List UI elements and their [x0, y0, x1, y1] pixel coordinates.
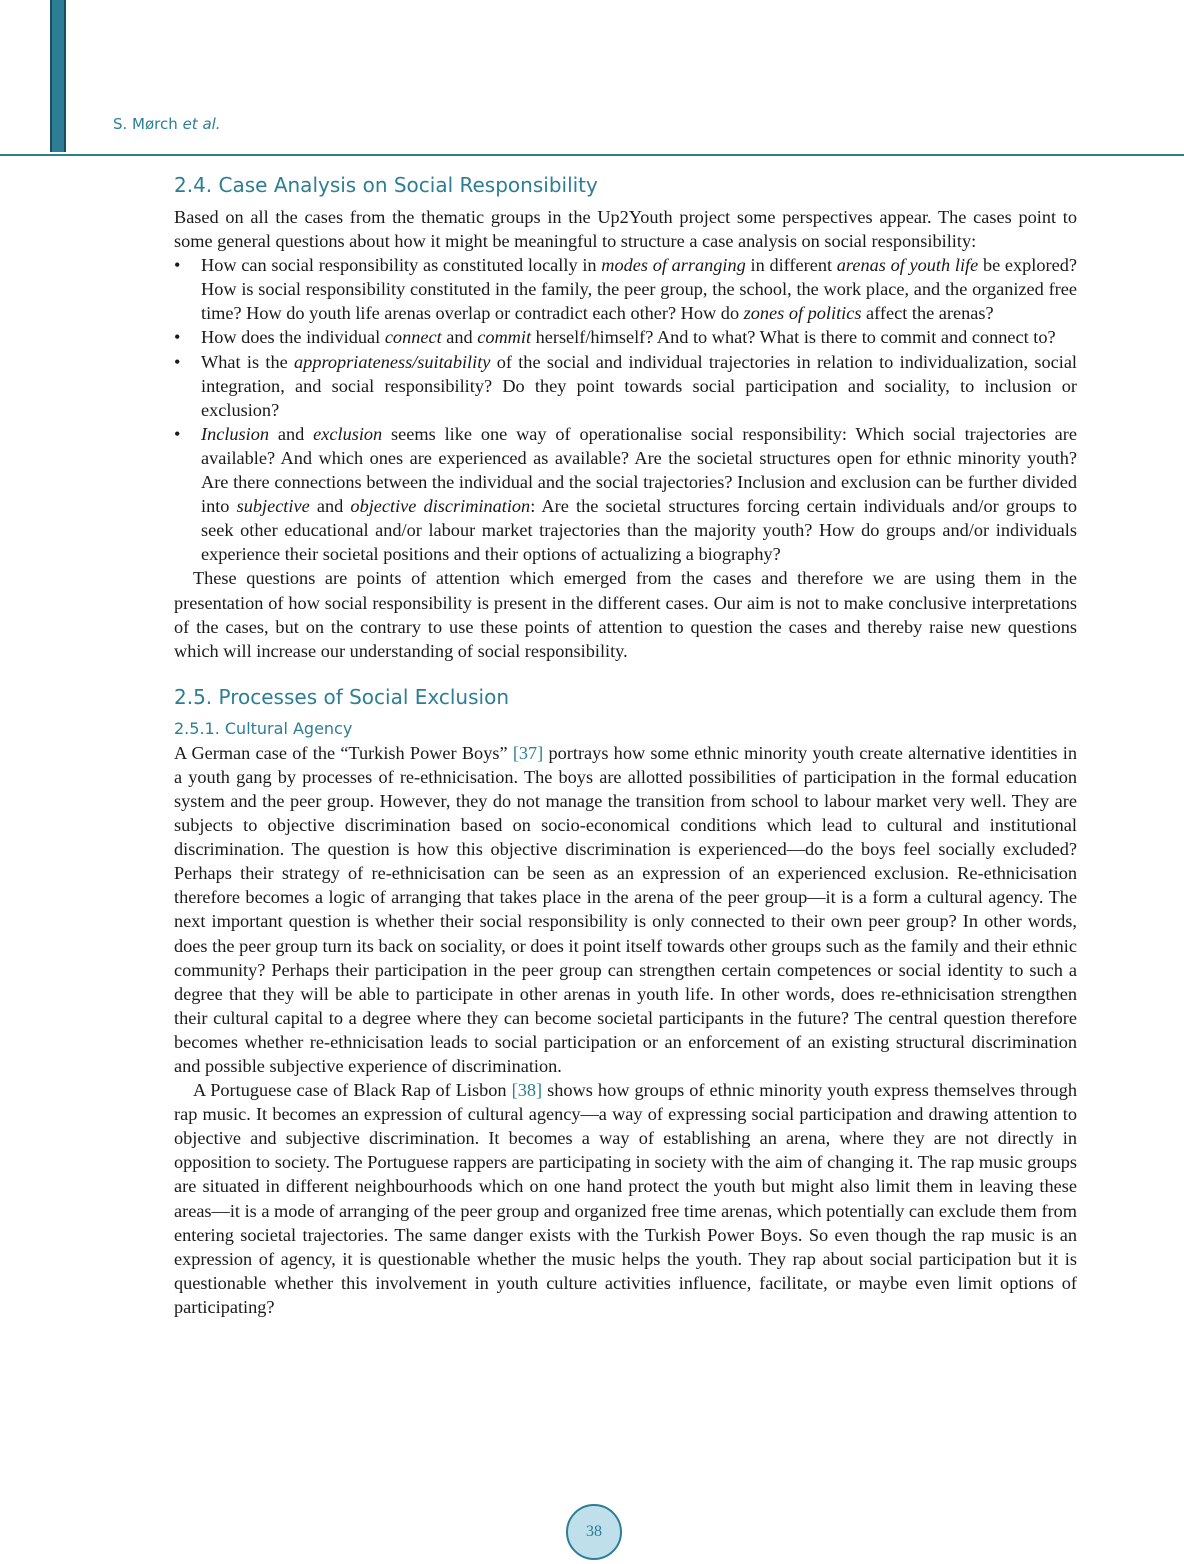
- paragraph-text: portrays how some ethnic minority youth create alternative identities in a youth gang by processes of re-ethnicisation. The boys are allotted possibilities of participation in the formal education system and the peer group. However, they do not manage the transition from school to labour market very well. They are subjects to objective discrimination based on socio-economical conditions which lead to cultural and institutional discrimination. The question is how this objective discrimination is experienced—do the boys feel socially excluded? Perhaps their strategy of re-ethnicisation can be seen as an expression of an experienced exclusion. Re-ethnicisation therefore becomes a logic of arranging that takes place in the arena of the peer group—it is a form a cultural agency. The next important question is whether their social responsibility is only connected to their own peer group? In other words, does the peer group turn its back on sociality, or does it point itself towards other groups such as the family and their ethnic community? Perhaps their participation in the peer group can strengthen certain competences or social identity to such a degree that they will be able to participate in other arenas in youth life. In other words, does re-ethnicisation strengthen their cultural capital to a degree where they can become societal participants in the future? The central question therefore becomes whether re-ethnicisation leads to social participation or an enforcement of an existing structural discrimination and possible subjective experience of discrimination.: [174, 742, 1077, 1076]
- running-head-author: S. Mørch: [113, 115, 178, 133]
- bullet-text: and: [309, 496, 351, 517]
- bullet-item: [174, 325, 1077, 349]
- bullet-dot-icon: •: [174, 255, 181, 276]
- page-number-badge: 38: [566, 1504, 622, 1560]
- emphasis-term: appropriateness/suitability: [294, 351, 491, 372]
- question-bullet-list: [174, 253, 1077, 566]
- bullet-text: affect the arenas?: [861, 303, 994, 324]
- paragraph-text: A German case of the “Turkish Power Boys”: [174, 742, 513, 763]
- citation-link-37[interactable]: [37]: [512, 742, 544, 763]
- bullet-text: and: [441, 327, 478, 348]
- decorative-side-bar: [50, 0, 66, 152]
- bullet-dot-icon: •: [174, 327, 181, 348]
- emphasis-term: objective discrimination: [350, 496, 531, 517]
- emphasis-term: connect: [384, 327, 442, 348]
- bullet-text: in different: [745, 255, 837, 276]
- bullet-text: How can social responsibility as constituted locally in: [201, 255, 602, 276]
- bullet-item: [174, 253, 1077, 325]
- section-2-4-intro: Based on all the cases from the thematic groups in the Up2Youth project some perspectives appear. The cases point to some general questions about how it might be meaningful to structure a case analysis on social responsibility:: [174, 207, 1077, 252]
- bullet-dot-icon: •: [174, 351, 181, 372]
- emphasis-term: subjective: [236, 496, 310, 517]
- running-head: [113, 115, 221, 133]
- subsection-heading-2-5-1: 2.5.1. Cultural Agency: [174, 718, 353, 738]
- emphasis-term: commit: [477, 327, 532, 348]
- bullet-dot-icon: •: [174, 423, 181, 444]
- bullet-item: [174, 422, 1077, 567]
- paragraph-text: A Portuguese case of Black Rap of Lisbon: [193, 1080, 512, 1101]
- citation-link-38[interactable]: [38]: [511, 1080, 543, 1101]
- paragraph-text: shows how groups of ethnic minority youth express themselves through rap music. It becomes an expression of cultural agency—a way of expressing social participation and drawing attention to objective and subjective discrimination. It becomes a way of establishing an arena, where they are not directly in opposition to society. The Portuguese rappers are participating in society with the aim of changing it. The rap music groups are situated in different neighbourhoods which on one hand protect the youth but might also limit them in leaving these areas—it is a mode of arranging of the peer group and organized free time arenas, which potentially can exclude them from entering societal trajectories. The same danger exists with the Turkish Power Boys. So even though the rap music is an expression of agency, it is questionable whether the music helps the youth. They rap about social participation but it is questionable whether this involvement in youth culture activities influence, facilitate, or maybe even limit options of participating?: [174, 1080, 1078, 1317]
- emphasis-term: arenas of youth life: [836, 255, 979, 276]
- paragraph-turkish-power-boys: [174, 741, 1077, 1078]
- header-rule: [0, 154, 1184, 156]
- emphasis-term: exclusion: [313, 423, 383, 444]
- bullet-item: [174, 350, 1077, 422]
- bullet-text: herself/himself? And to what? What is there to commit and connect to?: [531, 327, 1056, 348]
- bullet-text: How does the individual: [201, 327, 385, 348]
- bullet-text: seems like one way of operationalise social responsibility: Which social trajectories are available? And which ones are experienced as available? Are the societal structures open for ethnic minority youth? Are there connections between the individual and the social trajectories? Inclusion and exclusion can be further divided into: [201, 423, 1077, 517]
- bullet-text: of the social and individual trajectories in relation to individualization, social integration, and social responsibility? Do they point towards social participation and sociality, to inclusion or exclusion?: [201, 351, 1078, 420]
- bullet-text: and: [269, 423, 314, 444]
- bullet-text: be explored? How is social responsibility constituted in the family, the peer group, the school, the work place, and the organized free time? How do youth life arenas overlap or contradict each other? How do: [201, 255, 1077, 324]
- section-2-4-closing: These questions are points of attention which emerged from the cases and therefore we are using them in the presentation of how social responsibility is present in the different cases. Our aim is not to make conclusive interpretations of the cases, but on the contrary to use these points of attention to question the cases and thereby raise new questions which will increase our understanding of social responsibility.: [174, 568, 1077, 661]
- section-heading-2-4: 2.4. Case Analysis on Social Responsibility: [174, 173, 598, 197]
- emphasis-term: modes of arranging: [601, 255, 746, 276]
- paragraph-black-rap-lisbon: [174, 1078, 1077, 1319]
- bullet-text: : Are the societal structures forcing certain individuals and/or groups to seek other educational and/or labour market trajectories than the majority youth? How do groups and/or individuals experience their societal positions and their options of actualizing a biography?: [201, 496, 1077, 565]
- section-heading-2-5: 2.5. Processes of Social Exclusion: [174, 684, 509, 709]
- emphasis-term: zones of politics: [743, 303, 862, 324]
- bullet-text: What is the: [201, 351, 295, 372]
- running-head-et-al: et al.: [182, 115, 221, 133]
- emphasis-term: Inclusion: [201, 423, 270, 444]
- page-body: [174, 170, 1077, 1319]
